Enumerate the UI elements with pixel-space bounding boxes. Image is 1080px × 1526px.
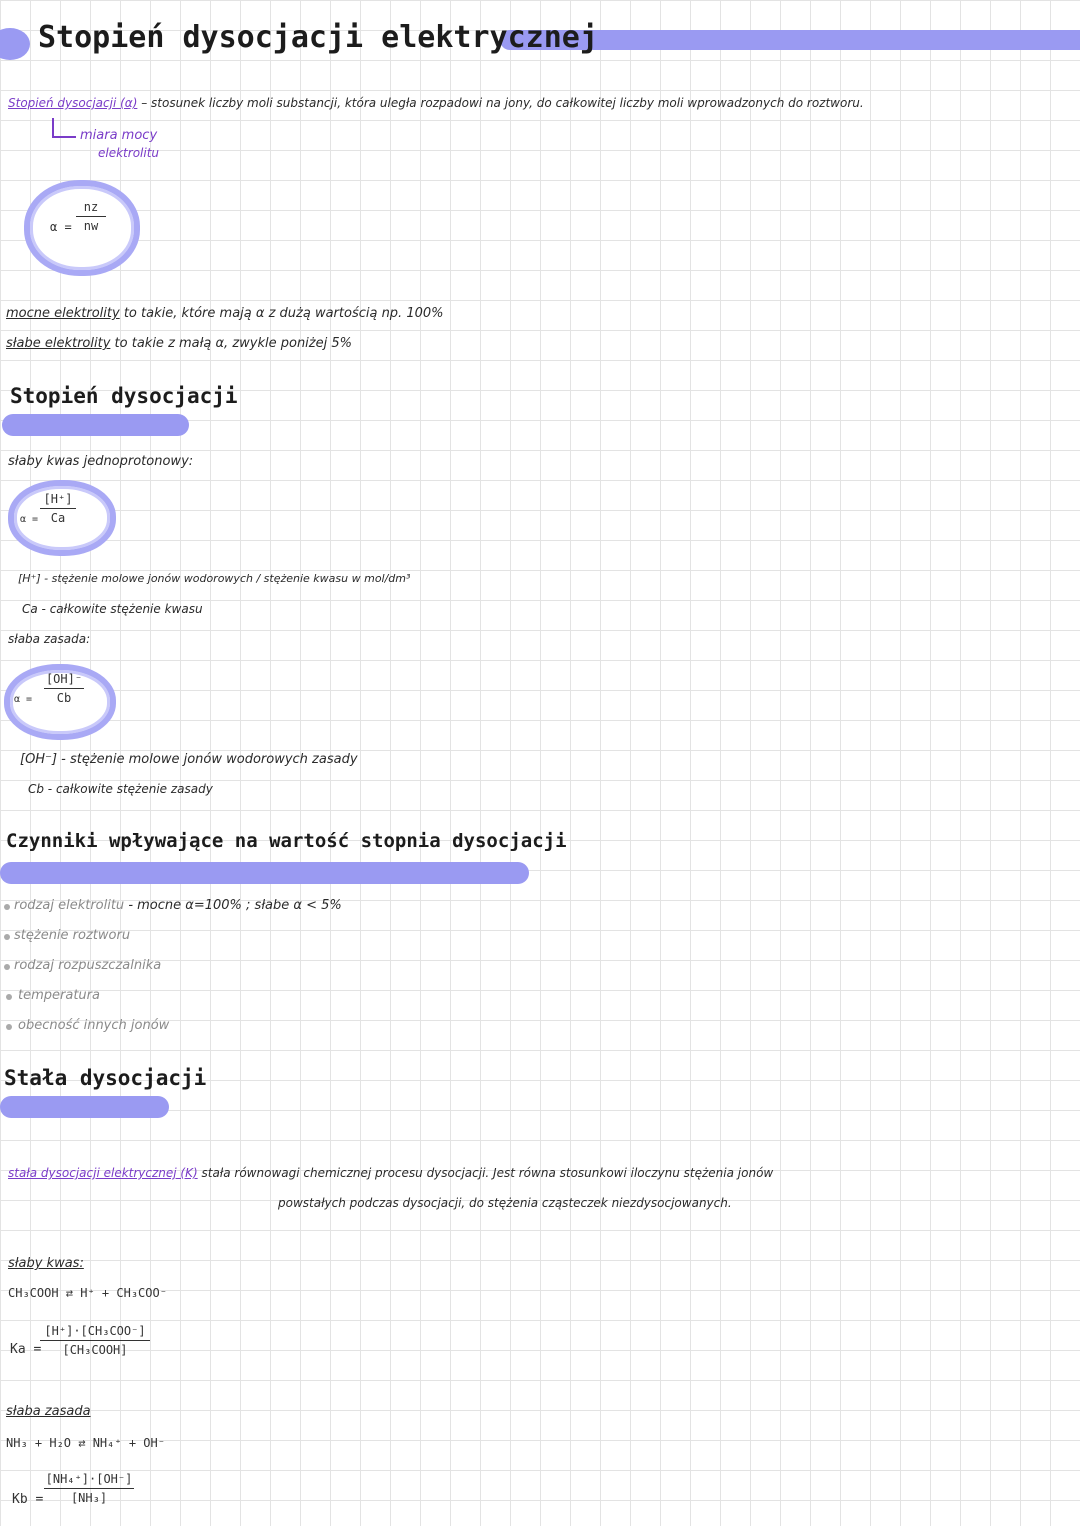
acid-label: słaby kwas jednoprotonowy: bbox=[8, 454, 194, 469]
base-formula-den: Cb bbox=[56, 691, 72, 705]
section2-highlight bbox=[2, 414, 189, 436]
acid-formula-lhs: α = bbox=[20, 514, 39, 525]
section4-acid-eq: CH₃COOH ⇄ H⁺ + CH₃COO⁻ bbox=[8, 1286, 167, 1300]
acid-formula-fraction bbox=[40, 492, 76, 525]
base-desc2: Cb - całkowite stężenie zasady bbox=[28, 782, 213, 796]
strong-term: mocne elektrolity bbox=[6, 306, 120, 321]
title-dot bbox=[0, 28, 30, 60]
section4-base-k-num: [NH₄⁺]·[OH⁻] bbox=[45, 1472, 133, 1486]
bullet-5 bbox=[6, 1024, 12, 1030]
factor-1 bbox=[14, 898, 342, 913]
section4-base-label: słaba zasada bbox=[6, 1404, 91, 1419]
definition-term: Stopień dysocjacji (α) bbox=[8, 96, 138, 110]
section4-base-k-den: [NH₃] bbox=[70, 1491, 108, 1505]
formula-main-den: nw bbox=[83, 219, 99, 233]
section3-title: Czynniki wpływające na wartość stopnia dysocjacji bbox=[6, 830, 567, 852]
acid-desc2: Ca - całkowite stężenie kwasu bbox=[22, 602, 203, 616]
base-formula-num: [OH]⁻ bbox=[45, 672, 83, 686]
formula-main-lhs: α = bbox=[50, 220, 72, 234]
note-arrow bbox=[52, 118, 76, 138]
section4-def-term: stała dysocjacji elektrycznej (K) bbox=[8, 1166, 198, 1180]
weak-text: to takie z małą α, zwykle poniżej 5% bbox=[114, 336, 352, 351]
section3-highlight bbox=[0, 862, 529, 884]
bullet-2 bbox=[4, 934, 10, 940]
note-line1: miara mocy bbox=[80, 128, 158, 143]
section2-title: Stopień dysocjacji bbox=[10, 384, 238, 408]
base-label: słaba zasada: bbox=[8, 632, 91, 646]
definition-text: – stosunek liczby moli substancji, która uległa rozpadowi na jony, do całkowitej liczby moli wprowadzonych do roztworu. bbox=[141, 96, 864, 110]
base-desc1: [OH⁻] - stężenie molowe jonów wodorowych zasady bbox=[20, 752, 358, 767]
factor-2: stężenie roztworu bbox=[14, 928, 131, 943]
base-formula-lhs: α = bbox=[14, 694, 33, 705]
bullet-3 bbox=[4, 964, 10, 970]
section4-def-text2: powstałych podczas dysocjacji, do stężenia cząsteczek niezdysocjowanych. bbox=[278, 1196, 732, 1210]
section4-base-k-fraction bbox=[44, 1472, 134, 1505]
definition-line bbox=[8, 96, 864, 110]
weak-term: słabe elektrolity bbox=[6, 336, 111, 351]
acid-desc1: [H⁺] - stężenie molowe jonów wodorowych / stężenie kwasu w mol/dm³ bbox=[18, 572, 411, 585]
acid-formula-den: Ca bbox=[50, 511, 66, 525]
section4-def-text1: stała równowagi chemicznej procesu dysocjacji. Jest równa stosunkowi iloczynu stężenia jonów bbox=[201, 1166, 774, 1180]
section4-highlight bbox=[0, 1096, 169, 1118]
section4-acid-k-lhs: Ka = bbox=[10, 1342, 42, 1357]
bullet-1 bbox=[4, 904, 10, 910]
bullet-4 bbox=[6, 994, 12, 1000]
strong-electrolytes bbox=[6, 306, 444, 321]
factor-3: rodzaj rozpuszczalnika bbox=[14, 958, 162, 973]
weak-electrolytes bbox=[6, 336, 352, 351]
formula-main-num: nz bbox=[83, 200, 99, 214]
acid-formula-num: [H⁺] bbox=[43, 492, 73, 506]
factor-4: temperatura bbox=[18, 988, 100, 1003]
section4-acid-k-num: [H⁺]·[CH₃COO⁻] bbox=[44, 1324, 146, 1338]
strong-text: to takie, które mają α z dużą wartością np. 100% bbox=[123, 306, 444, 321]
section4-acid-k-fraction bbox=[40, 1324, 150, 1357]
section4-acid-label: słaby kwas: bbox=[8, 1256, 84, 1271]
section4-title: Stała dysocjacji bbox=[4, 1066, 207, 1090]
factor-1-black: - mocne α=100% ; słabe α < 5% bbox=[124, 898, 342, 913]
section4-base-k-lhs: Kb = bbox=[12, 1492, 44, 1507]
formula-main-fraction bbox=[76, 200, 106, 233]
section4-base-eq: NH₃ + H₂O ⇄ NH₄⁺ + OH⁻ bbox=[6, 1436, 165, 1450]
base-formula-fraction bbox=[44, 672, 84, 705]
note-line2: elektrolitu bbox=[98, 146, 160, 160]
page-title: Stopień dysocjacji elektrycznej bbox=[38, 20, 598, 55]
factor-5: obecność innych jonów bbox=[18, 1018, 170, 1033]
section4-def-line1 bbox=[8, 1166, 773, 1180]
factor-1-gray: rodzaj elektrolitu bbox=[14, 898, 125, 913]
section4-acid-k-den: [CH₃COOH] bbox=[62, 1343, 128, 1357]
